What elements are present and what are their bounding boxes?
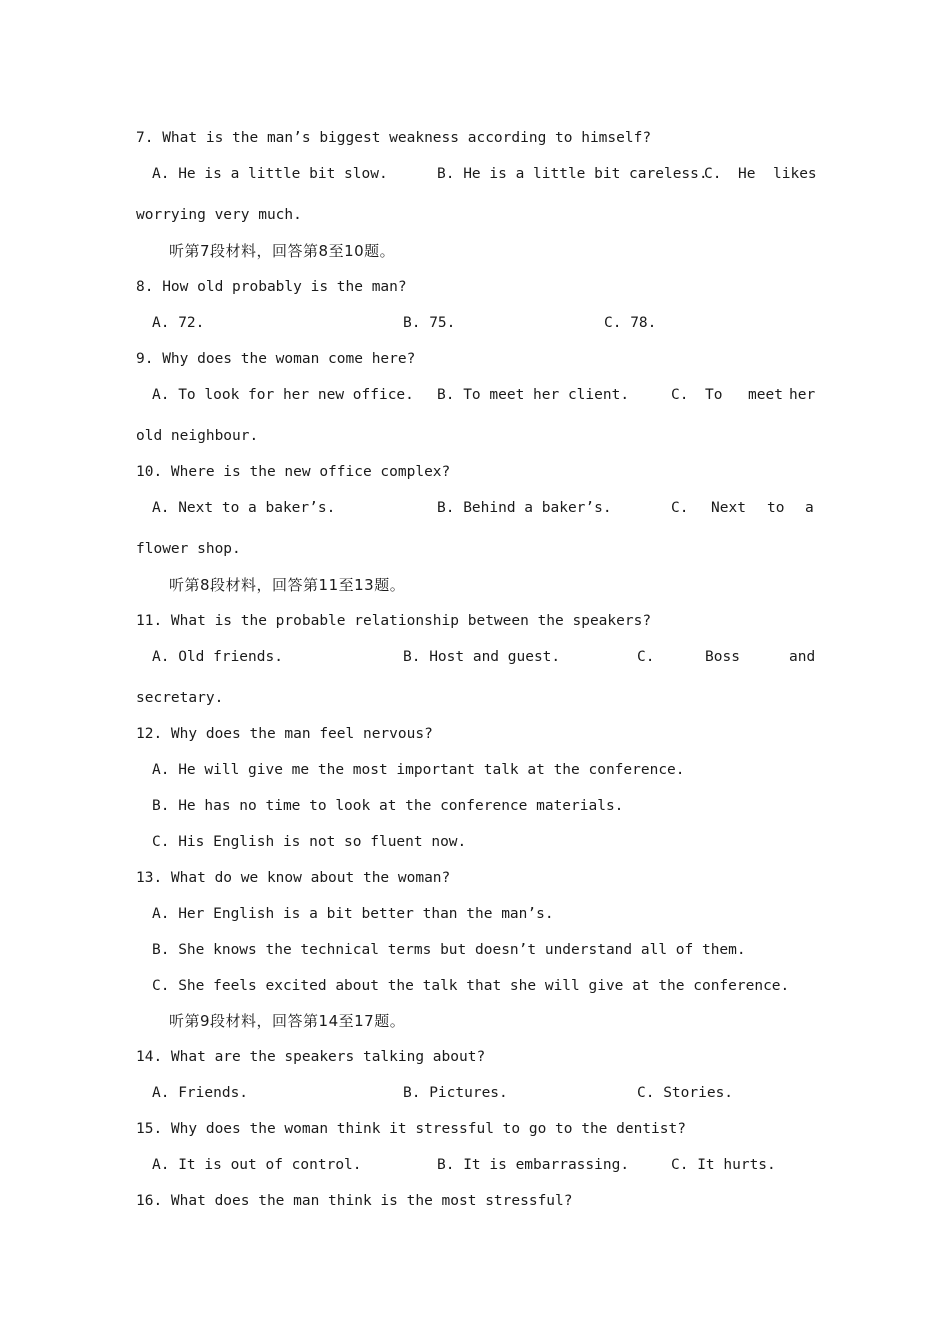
question-10-option-c-word: a <box>805 500 814 516</box>
question-11-option-c-continued: secretary. <box>136 690 224 706</box>
question-12-option-b: B. He has no time to look at the conference materials. <box>152 798 624 814</box>
question-11-option-c-letter: C. <box>637 649 655 665</box>
question-10-option-c-word: to <box>767 500 785 516</box>
question-11-option-a: A. Old friends. <box>152 649 283 665</box>
question-12-stem: 12. Why does the man feel nervous? <box>136 726 433 742</box>
question-7-option-c-word: He <box>738 166 756 182</box>
question-8-option-a: A. 72. <box>152 315 205 331</box>
question-15-option-c: C. It hurts. <box>671 1157 776 1173</box>
question-12-option-a: A. He will give me the most important talk at the conference. <box>152 762 685 778</box>
question-14-option-b: B. Pictures. <box>403 1085 508 1101</box>
question-10-option-b: B. Behind a baker’s. <box>437 500 612 516</box>
question-10-stem: 10. Where is the new office complex? <box>136 464 451 480</box>
question-7-option-b: B. He is a little bit careless. <box>437 166 708 182</box>
question-10-option-c-word: Next <box>711 500 746 516</box>
question-9-stem: 9. Why does the woman come here? <box>136 351 416 367</box>
question-14-option-a: A. Friends. <box>152 1085 249 1101</box>
question-15-stem: 15. Why does the woman think it stressful to go to the dentist? <box>136 1121 686 1137</box>
question-9-option-c-word: meet <box>748 387 783 403</box>
question-7-stem: 7. What is the man’s biggest weakness according to himself? <box>136 130 652 146</box>
question-13-option-a: A. Her English is a bit better than the man’s. <box>152 906 554 922</box>
question-15-option-b: B. It is embarrassing. <box>437 1157 630 1173</box>
question-10-option-c-continued: flower shop. <box>136 541 241 557</box>
question-9-option-c-continued: old neighbour. <box>136 428 259 444</box>
question-14-option-c: C. Stories. <box>637 1085 734 1101</box>
question-10-option-c-letter: C. <box>671 500 689 516</box>
question-12-option-c: C. His English is not so fluent now. <box>152 834 467 850</box>
question-9-option-c-letter: C. <box>671 387 689 403</box>
question-11-stem: 11. What is the probable relationship between the speakers? <box>136 613 652 629</box>
question-8-option-b: B. 75. <box>403 315 456 331</box>
question-7-option-c-continued: worrying very much. <box>136 207 302 223</box>
question-14-stem: 14. What are the speakers talking about? <box>136 1049 486 1065</box>
question-8-stem: 8. How old probably is the man? <box>136 279 407 295</box>
question-11-option-c-word: and <box>789 649 816 665</box>
question-15-option-a: A. It is out of control. <box>152 1157 362 1173</box>
question-7-option-a: A. He is a little bit slow. <box>152 166 388 182</box>
section-7-instruction: 听第7段材料，回答第8至10题。 <box>169 242 396 260</box>
question-8-option-c: C. 78. <box>604 315 657 331</box>
question-9-option-c-word: To <box>705 387 723 403</box>
question-9-option-a: A. To look for her new office. <box>152 387 414 403</box>
question-11-option-b: B. Host and guest. <box>403 649 561 665</box>
question-7-option-c-word: likes <box>773 166 817 182</box>
question-13-option-b: B. She knows the technical terms but doesn’t understand all of them. <box>152 942 746 958</box>
section-8-instruction: 听第8段材料，回答第11至13题。 <box>169 576 406 594</box>
question-9-option-c-word: her <box>789 387 816 403</box>
section-9-instruction: 听第9段材料，回答第14至17题。 <box>169 1012 406 1030</box>
question-16-stem: 16. What does the man think is the most stressful? <box>136 1193 573 1209</box>
question-9-option-b: B. To meet her client. <box>437 387 630 403</box>
question-7-option-c-letter: C. <box>704 166 722 182</box>
question-13-option-c: C. She feels excited about the talk that she will give at the conference. <box>152 978 790 994</box>
question-10-option-a: A. Next to a baker’s. <box>152 500 336 516</box>
question-11-option-c-word: Boss <box>705 649 740 665</box>
question-13-stem: 13. What do we know about the woman? <box>136 870 451 886</box>
